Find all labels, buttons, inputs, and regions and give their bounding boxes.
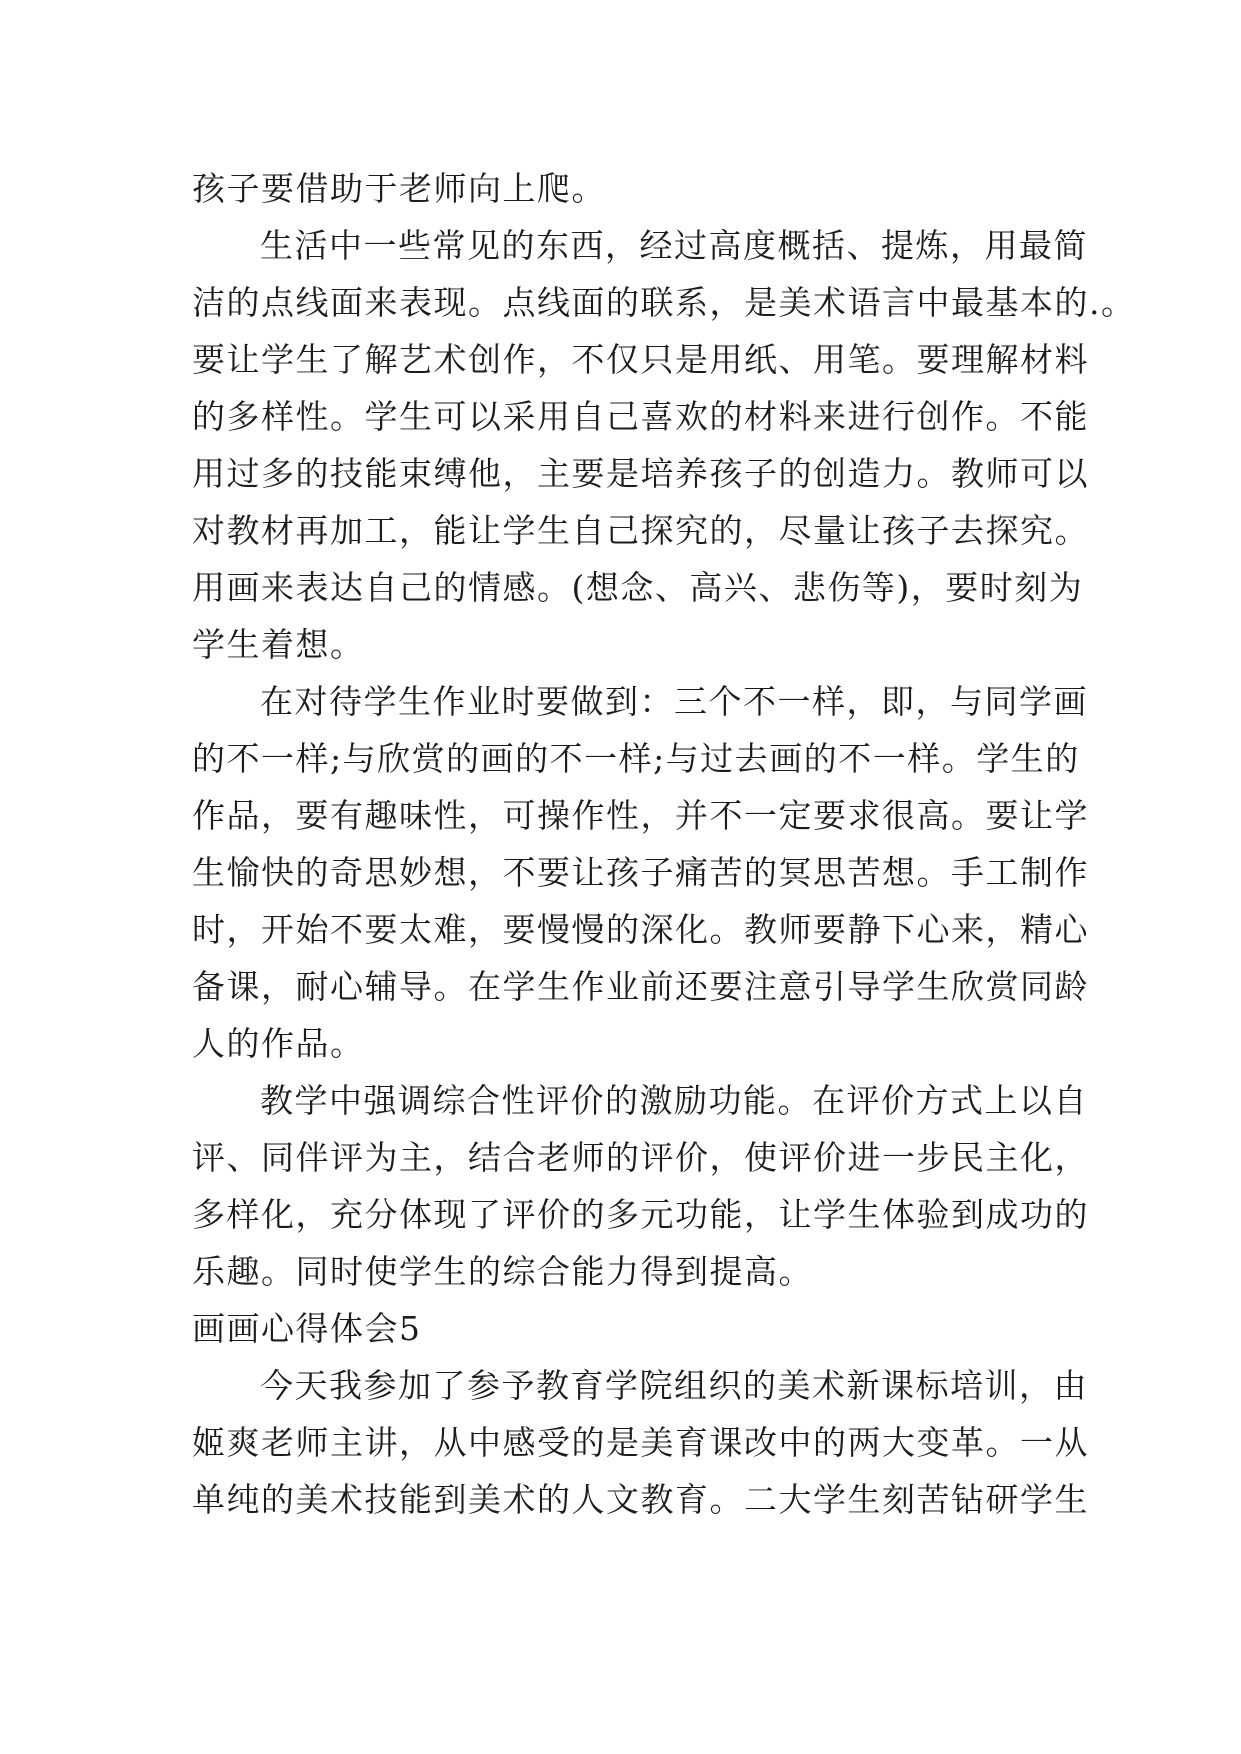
document-body — [192, 160, 1136, 1528]
text-line: 姬爽老师主讲，从中感受的是美育课改中的两大变革。一从 — [192, 1423, 1089, 1462]
text-line: 评、同伴评为主，结合老师的评价，使评价进一步民主化， — [192, 1138, 1089, 1177]
text-line: 多样化，充分体现了评价的多元功能，让学生体验到成功的 — [192, 1195, 1089, 1234]
text-line: 教学中强调综合性评价的激励功能。在评价方式上以自 — [260, 1081, 1088, 1120]
text-line: 单纯的美术技能到美术的人文教育。二大学生刻苦钻研学生 — [192, 1480, 1089, 1519]
text-line: 乐趣。同时使学生的综合能力得到提高。 — [192, 1252, 813, 1291]
text-line: 作品，要有趣味性，可操作性，并不一定要求很高。要让学 — [192, 796, 1089, 835]
section-heading: 画画心得体会5 — [192, 1309, 422, 1348]
text-line: 用过多的技能束缚他，主要是培养孩子的创造力。教师可以 — [192, 454, 1089, 493]
text-line: 学生着想。 — [192, 625, 365, 664]
text-line: 生活中一些常见的东西，经过高度概括、提炼，用最简 — [260, 226, 1088, 265]
text-line: 今天我参加了参予教育学院组织的美术新课标培训，由 — [260, 1366, 1088, 1405]
text-line: 人的作品。 — [192, 1024, 365, 1063]
text-line: 洁的点线面来表现。点线面的联系，是美术语言中最基本的.。 — [192, 283, 1136, 322]
text-line: 备课，耐心辅导。在学生作业前还要注意引导学生欣赏同龄 — [192, 967, 1089, 1006]
text-line: 时，开始不要太难，要慢慢的深化。教师要静下心来，精心 — [192, 910, 1089, 949]
text-line: 要让学生了解艺术创作，不仅只是用纸、用笔。要理解材料 — [192, 340, 1089, 379]
text-line: 生愉快的奇思妙想，不要让孩子痛苦的冥思苦想。手工制作 — [192, 853, 1089, 892]
text-line: 在对待学生作业时要做到：三个不一样，即，与同学画 — [260, 682, 1088, 721]
text-line: 对教材再加工，能让学生自己探究的，尽量让孩子去探究。 — [192, 511, 1089, 550]
text-line: 的多样性。学生可以采用自己喜欢的材料来进行创作。不能 — [192, 397, 1089, 436]
text-line: 的不一样;与欣赏的画的不一样;与过去画的不一样。学生的 — [192, 739, 1080, 778]
text-line: 用画来表达自己的情感。(想念、高兴、悲伤等)，要时刻为 — [192, 568, 1084, 607]
text-line: 孩子要借助于老师向上爬。 — [192, 169, 606, 208]
